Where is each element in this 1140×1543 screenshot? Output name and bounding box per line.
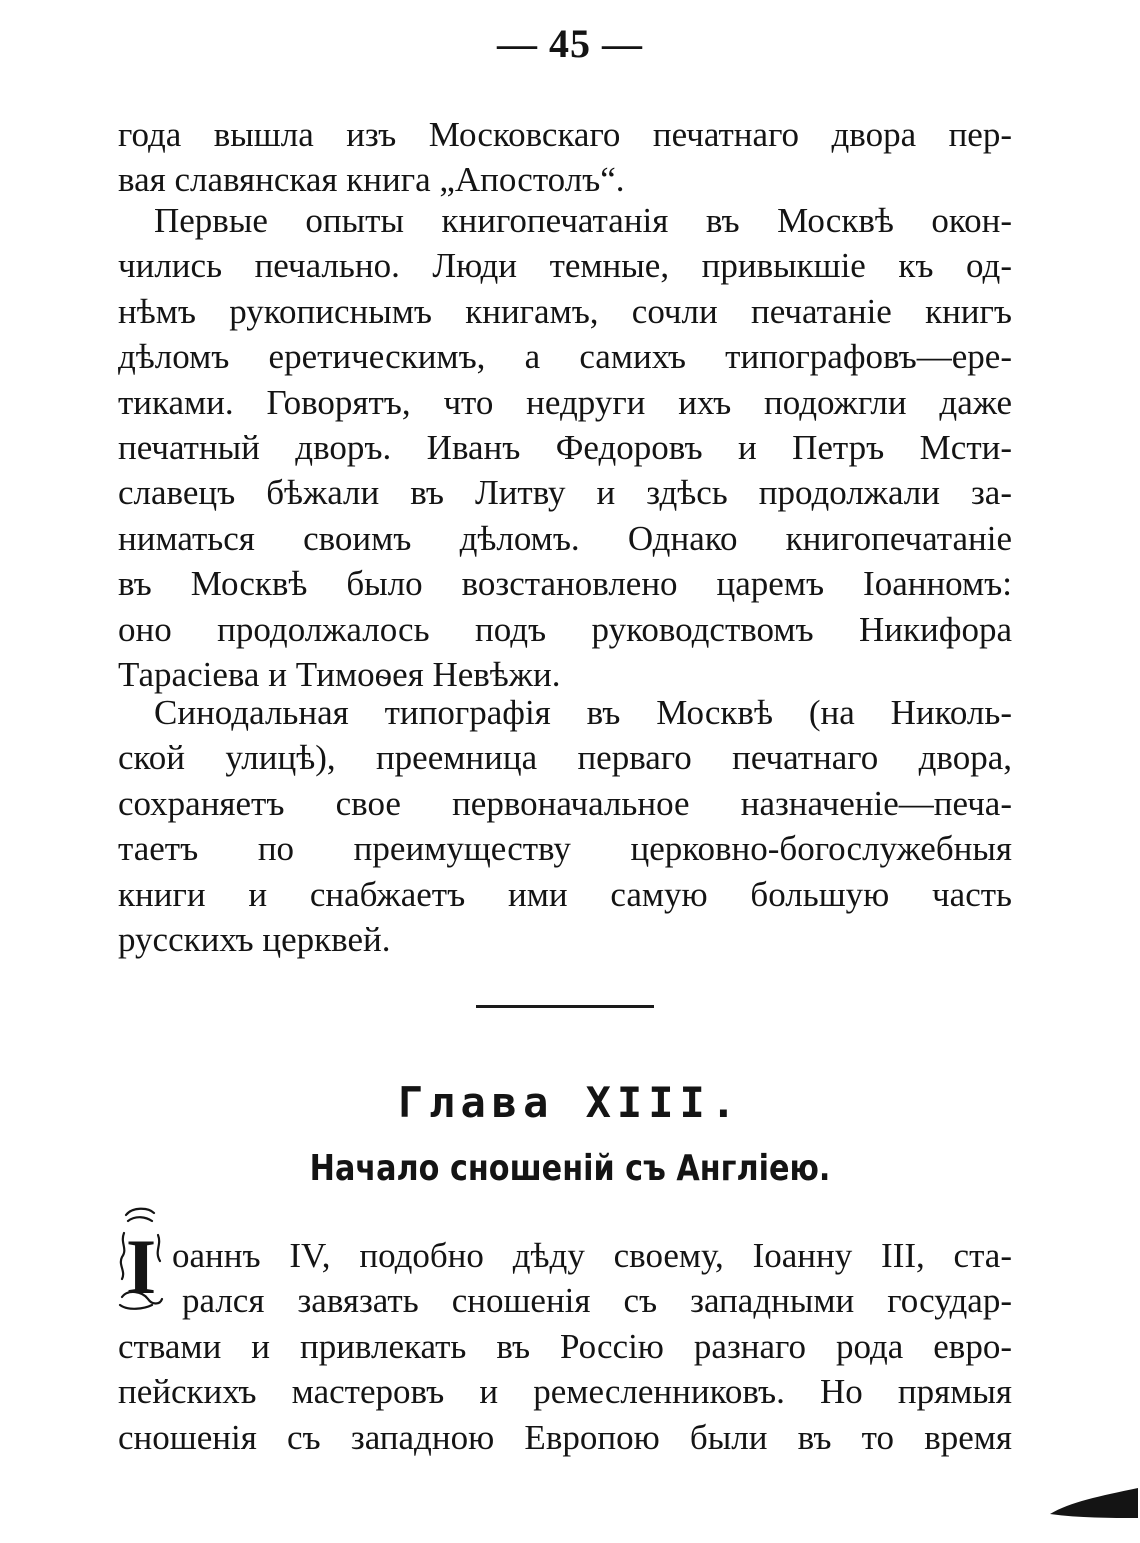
text-line: русскихъ церквей.: [118, 920, 391, 960]
page-edge-mark: [1030, 1472, 1140, 1522]
text-line: Первые опыты книгопечатанія въ Москвѣ окон-: [154, 201, 1012, 240]
text-line: Тарасіева и Тимоѳея Невѣжи.: [118, 655, 561, 695]
drop-cap-letter: І: [125, 1223, 157, 1310]
text-line: сношенія съ западною Европою были въ то время: [118, 1417, 1012, 1457]
text-line: печатный дворъ. Иванъ Федоровъ и Петръ Мсти-: [118, 428, 1012, 468]
text-line: сохраняетъ свое первоначальное назначеніе—печа-: [118, 783, 1012, 823]
text-line: книги и снабжаетъ ими самую большую часть: [118, 874, 1012, 914]
paragraph-4: [118, 1233, 1012, 1460]
text-line: года вышла изъ Московскаго печатнаго двора пер-: [118, 115, 1012, 154]
section-divider: [476, 1005, 654, 1008]
paragraph-3: [118, 690, 1012, 962]
text-line: вая славянская книга „Апостолъ“.: [118, 160, 625, 200]
paragraph-2: [118, 198, 1012, 697]
chapter-title: Начало сношеній съ Англіею.: [309, 1148, 831, 1189]
text-line: ниматься своимъ дѣломъ. Однако книгопечатаніе: [118, 518, 1012, 558]
text-line: въ Москвѣ было возстановлено царемъ Іоанномъ:: [118, 564, 1012, 604]
text-line: ской улицѣ), преемница перваго печатнаго двора,: [118, 738, 1012, 778]
text-line: рался завязать сношенія съ западными государ-: [182, 1281, 1012, 1321]
page-number: — 45 —: [497, 21, 643, 66]
text-line: пейскихъ мастеровъ и ремесленниковъ. Но прямыя: [118, 1372, 1012, 1412]
text-line: ствами и привлекать въ Россію разнаго рода евро-: [118, 1326, 1012, 1366]
text-line: чились печально. Люди темные, привыкшіе къ од-: [118, 246, 1012, 286]
text-line: славецъ бѣжали въ Литву и здѣсь продолжали за-: [118, 473, 1012, 513]
text-line: дѣломъ еретическимъ, а самихъ типографовъ—ере-: [118, 337, 1012, 377]
chapter-heading: Глава XIII.: [397, 1078, 743, 1127]
text-line: тиками. Говорятъ, что недруги ихъ подожгли даже: [118, 382, 1012, 422]
text-line: таетъ по преимуществу церковно-богослужебныя: [118, 829, 1012, 869]
text-line: Синодальная типографія въ Москвѣ (на Николь-: [154, 693, 1012, 732]
text-line: оаннъ IV, подобно дѣду своему, Іоанну III, ста-: [172, 1236, 1012, 1275]
text-line: оно продолжалось подъ руководствомъ Никифора: [118, 609, 1012, 649]
text-line: нѣмъ рукописнымъ книгамъ, сочли печатаніе книгъ: [118, 291, 1012, 331]
paragraph-1: [118, 112, 1012, 203]
